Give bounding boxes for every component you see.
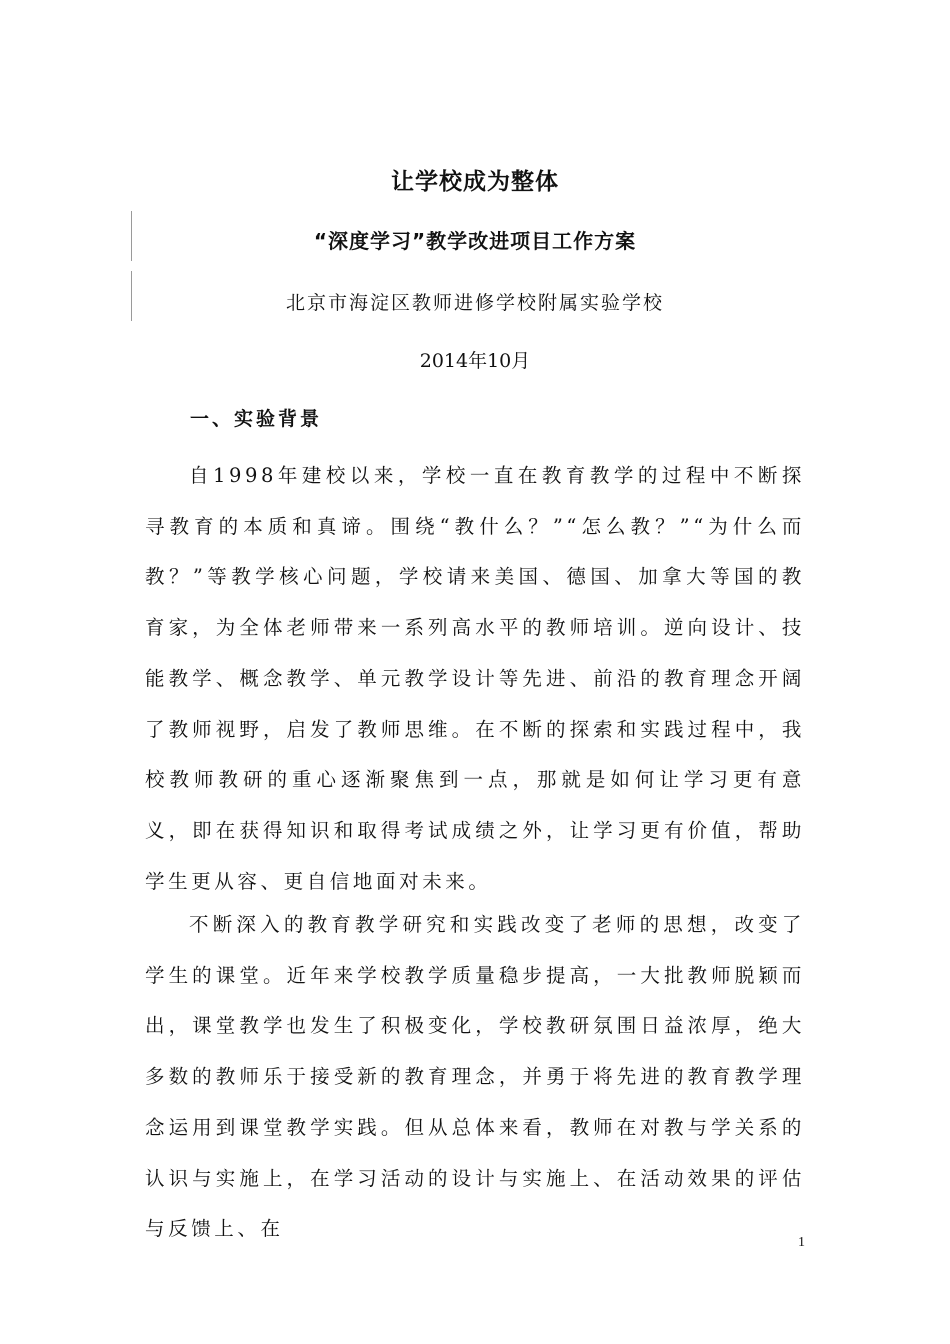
document-subtitle: “深度学习”教学改进项目工作方案: [313, 229, 637, 253]
document-title: 让学校成为整体: [391, 169, 559, 195]
body-paragraph: 不断深入的教育教学研究和实践改变了老师的思想，改变了学生的课堂。近年来学校教学质量稳步提高，一大批教师脱颖而出，课堂教学也发生了积极变化，学校教研氛围日益浓厚，绝大多数的教师乐于接受新的教育理念，并勇于将先进的教育教学理念运用到课堂教学实践。但从总体来看，教师在对教与学关系的认识与实施上，在学习活动的设计与实施上、在活动效果的评估与反馈上、在: [145, 913, 805, 1241]
section-heading: 一、实验背景: [190, 408, 323, 430]
page-number: 1: [798, 1235, 805, 1250]
document-date: 2014年10月: [419, 350, 531, 372]
school-name: 北京市海淀区教师进修学校附属实验学校: [285, 292, 664, 314]
body-paragraph: 自1998年建校以来，学校一直在教育教学的过程中不断探寻教育的本质和真谛。围绕“教什么？”“怎么教？”“为什么而教？”等教学核心问题，学校请来美国、德国、加拿大等国的教育家，为全体老师带来一系列高水平的教师培训。逆向设计、技能教学、概念教学、单元教学设计等先进、前沿的教育理念开阔了教师视野，启发了教师思维。在不断的探索和实践过程中，我校教师教研的重心逐渐聚焦到一点，那就是如何让学习更有意义，即在获得知识和取得考试成绩之外，让学习更有价值，帮助学生更从容、更自信地面对未来。: [145, 464, 805, 893]
